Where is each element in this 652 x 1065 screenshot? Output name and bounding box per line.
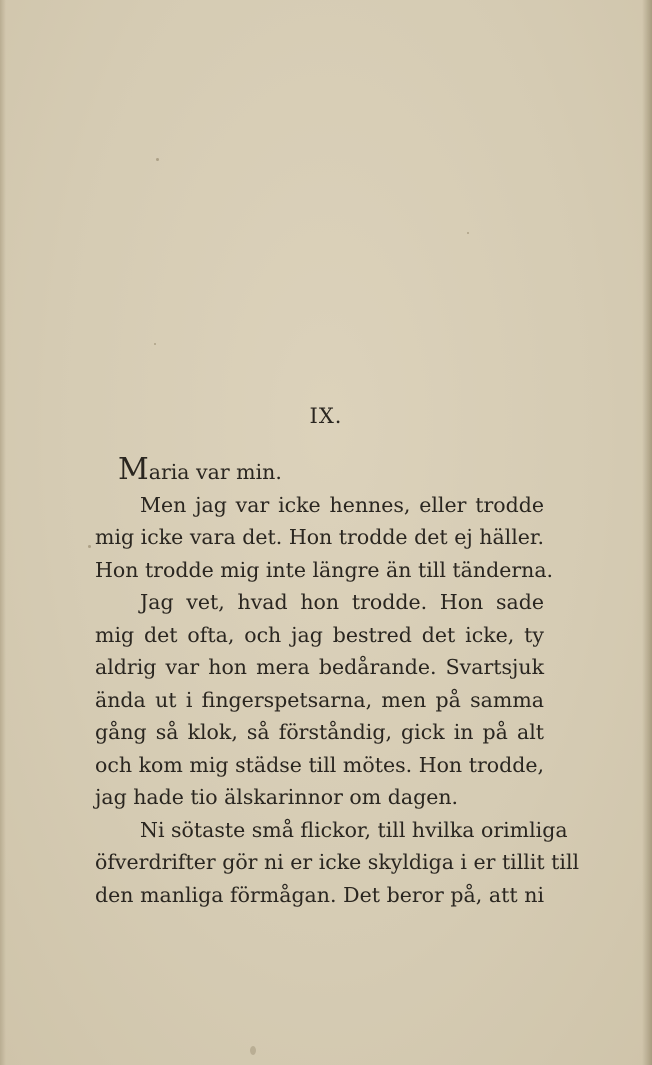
text-line: mig icke vara det. Hon trodde det ej häller. <box>95 525 544 549</box>
text-line: ända ut i fingerspetsarna, men på samma <box>95 687 544 712</box>
page-right-edge-shadow <box>642 0 652 1065</box>
text-line: den manliga förmågan. Det beror på, att ni <box>95 882 544 907</box>
text-line: Men jag var icke hennes, eller trodde <box>140 492 544 517</box>
text-line: Maria var min. <box>118 452 282 487</box>
chapter-heading: IX. <box>309 404 343 428</box>
text-line: Jag vet, hvad hon trodde. Hon sade <box>140 590 544 614</box>
text-line: öfverdrifter gör ni er icke skyldiga i er tillit till <box>95 850 580 874</box>
text-line: aldrig var hon mera bedårande. Svartsjuk <box>95 655 544 679</box>
text-line: gång så klok, så förståndig, gick in på alt <box>95 720 544 744</box>
text-line: Hon trodde mig inte längre än till tänderna. <box>95 557 554 582</box>
text-line: mig det ofta, och jag bestred det icke, ty <box>95 622 544 647</box>
paper-speck <box>88 545 91 548</box>
text-line: Ni sötaste små flickor, till hvilka orimliga <box>140 817 568 842</box>
body-text <box>95 452 580 911</box>
paper-speck <box>467 232 469 234</box>
text-line: jag hade tio älskarinnor om dagen. <box>95 785 459 809</box>
drop-cap: M <box>118 452 149 487</box>
paper-speck <box>156 158 159 161</box>
paper-stain <box>250 1046 256 1055</box>
text-line: och kom mig städse till mötes. Hon trodde, <box>95 752 544 777</box>
paper-speck <box>154 343 156 345</box>
page-left-edge-shadow <box>0 0 6 1065</box>
